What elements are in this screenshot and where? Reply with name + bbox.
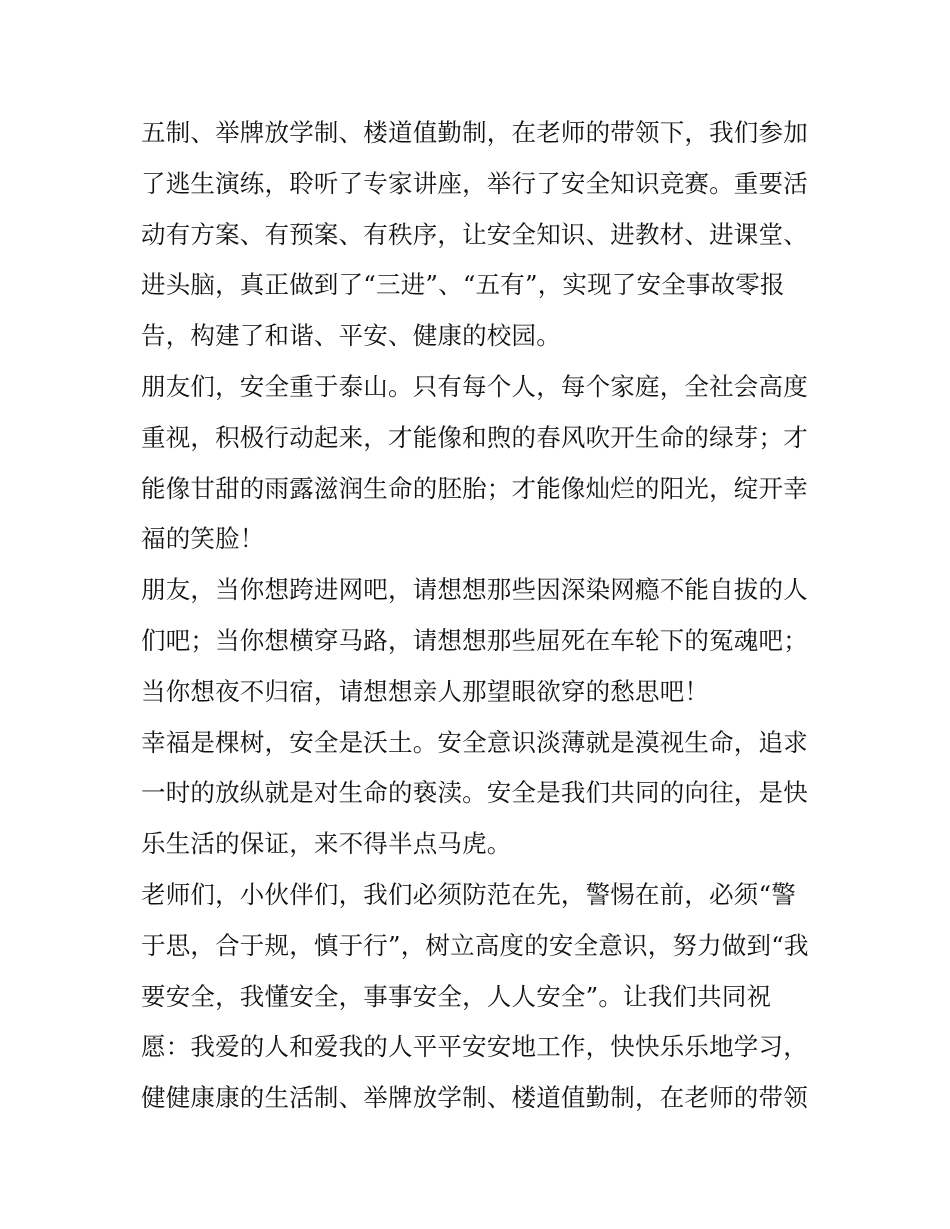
text-line-4: 进头脑，真正做到了“三进”、“五有”，实现了安全事故零报 xyxy=(141,270,785,300)
text-line-11: 们吧；当你想横穿马路，请想想那些屈死在车轮下的冤魂吧； xyxy=(141,625,808,655)
text-line-10: 朋友，当你想跨进网吧，请想想那些因深染网瘾不能自拔的人 xyxy=(141,575,808,605)
text-line-7: 重视，积极行动起来，才能像和煦的春风吹开生命的绿芽；才 xyxy=(141,422,808,452)
text-line-8: 能像甘甜的雨露滋润生命的胚胎；才能像灿烂的阳光，绽开幸 xyxy=(141,473,808,503)
text-line-13: 幸福是棵树，安全是沃土。安全意识淡薄就是漠视生命，追求 xyxy=(141,727,808,757)
text-line-9: 福的笑脸！ xyxy=(141,524,265,554)
text-line-3: 动有方案、有预案、有秩序，让安全知识、进教材、进课堂、 xyxy=(141,219,808,249)
text-line-16: 老师们，小伙伴们，我们必须防范在先，警惕在前，必须“警 xyxy=(141,879,796,909)
text-line-12: 当你想夜不归宿，请想想亲人那望眼欲穿的愁思吧！ xyxy=(141,676,710,706)
text-line-20: 健健康康的生活制、举牌放学制、楼道值勤制，在老师的带领 xyxy=(141,1083,808,1113)
text-line-17: 于思，合于规，慎于行”，树立高度的安全意识，努力做到“我 xyxy=(141,930,809,960)
text-line-19: 愿：我爱的人和爱我的人平平安安地工作，快快乐乐地学习， xyxy=(141,1032,808,1062)
text-line-2: 了逃生演练，聆听了专家讲座，举行了安全知识竞赛。重要活 xyxy=(141,168,808,198)
text-line-14: 一时的放纵就是对生命的亵渎。安全是我们共同的向往，是快 xyxy=(141,778,808,808)
text-line-18: 要安全，我懂安全，事事安全，人人安全”。让我们共同祝 xyxy=(141,981,772,1011)
text-line-6: 朋友们，安全重于泰山。只有每个人，每个家庭，全社会高度 xyxy=(141,371,808,401)
text-line-5: 告，构建了和谐、平安、健康的校园。 xyxy=(141,321,561,351)
text-line-15: 乐生活的保证，来不得半点马虎。 xyxy=(141,829,512,859)
text-line-1: 五制、举牌放学制、楼道值勤制，在老师的带领下，我们参加 xyxy=(141,118,808,147)
document-text xyxy=(141,108,821,1124)
